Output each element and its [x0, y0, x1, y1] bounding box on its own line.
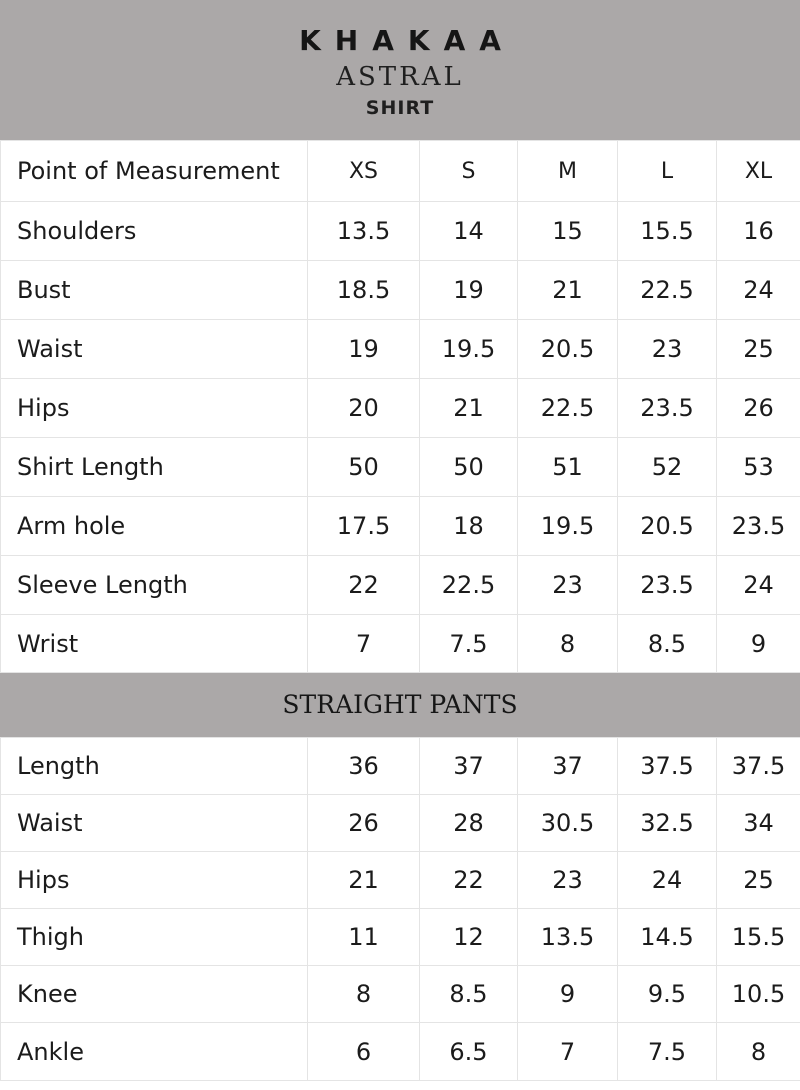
size-header-xl: XL — [717, 141, 800, 202]
measurement-header: Point of Measurement — [1, 141, 308, 202]
table-cell: 23 — [518, 556, 618, 615]
table-cell: 11 — [308, 909, 420, 966]
table-cell: 26 — [308, 795, 420, 852]
table-cell: 16 — [717, 202, 800, 261]
table-row — [1, 556, 800, 615]
table-cell: 8 — [308, 966, 420, 1023]
table-row — [1, 1023, 800, 1081]
table-row — [1, 852, 800, 909]
table-cell: 9 — [518, 966, 618, 1023]
table-row — [1, 320, 800, 379]
table-row — [1, 738, 800, 795]
size-header-s: S — [420, 141, 518, 202]
row-label: Hips — [1, 852, 308, 909]
table-cell: 15.5 — [717, 909, 800, 966]
table-cell: 7 — [518, 1023, 618, 1081]
row-label: Bust — [1, 261, 308, 320]
table-row — [1, 966, 800, 1023]
table-cell: 19 — [308, 320, 420, 379]
table-cell: 21 — [518, 261, 618, 320]
table-cell: 15 — [518, 202, 618, 261]
table-cell: 30.5 — [518, 795, 618, 852]
row-label: Waist — [1, 795, 308, 852]
table-cell: 18 — [420, 497, 518, 556]
row-label: Ankle — [1, 1023, 308, 1081]
table-cell: 37 — [420, 738, 518, 795]
table-cell: 37.5 — [618, 738, 717, 795]
size-header-m: M — [518, 141, 618, 202]
row-label: Shoulders — [1, 202, 308, 261]
table-cell: 22 — [420, 852, 518, 909]
row-label: Length — [1, 738, 308, 795]
table-cell: 19 — [420, 261, 518, 320]
table-row — [1, 261, 800, 320]
table-cell: 19.5 — [420, 320, 518, 379]
table-cell: 22.5 — [518, 379, 618, 438]
table-cell: 37 — [518, 738, 618, 795]
table-cell: 24 — [618, 852, 717, 909]
table-cell: 12 — [420, 909, 518, 966]
table-cell: 8 — [717, 1023, 800, 1081]
pants-size-table — [0, 737, 800, 1081]
table-cell: 53 — [717, 438, 800, 497]
row-label: Arm hole — [1, 497, 308, 556]
table-cell: 36 — [308, 738, 420, 795]
table-cell: 7.5 — [618, 1023, 717, 1081]
table-cell: 21 — [420, 379, 518, 438]
table-cell: 22.5 — [420, 556, 518, 615]
table-cell: 20.5 — [618, 497, 717, 556]
table-cell: 51 — [518, 438, 618, 497]
table-cell: 20.5 — [518, 320, 618, 379]
table-cell: 26 — [717, 379, 800, 438]
table-cell: 23.5 — [618, 556, 717, 615]
chart-header — [0, 0, 800, 140]
table-cell: 8.5 — [618, 615, 717, 673]
table-cell: 10.5 — [717, 966, 800, 1023]
table-row — [1, 615, 800, 673]
table-cell: 13.5 — [518, 909, 618, 966]
row-label: Sleeve Length — [1, 556, 308, 615]
table-cell: 22.5 — [618, 261, 717, 320]
row-label: Shirt Length — [1, 438, 308, 497]
size-header-xs: XS — [308, 141, 420, 202]
table-cell: 34 — [717, 795, 800, 852]
size-header-l: L — [618, 141, 717, 202]
table-cell: 19.5 — [518, 497, 618, 556]
table-cell: 6.5 — [420, 1023, 518, 1081]
table-header-row — [1, 141, 800, 202]
table-row — [1, 202, 800, 261]
table-row — [1, 379, 800, 438]
table-row — [1, 909, 800, 966]
table-cell: 7.5 — [420, 615, 518, 673]
table-cell: 25 — [717, 852, 800, 909]
table-cell: 25 — [717, 320, 800, 379]
table-cell: 9.5 — [618, 966, 717, 1023]
table-cell: 14.5 — [618, 909, 717, 966]
table-cell: 6 — [308, 1023, 420, 1081]
pants-section-title: STRAIGHT PANTS — [0, 673, 800, 737]
table-cell: 37.5 — [717, 738, 800, 795]
table-cell: 23.5 — [618, 379, 717, 438]
table-cell: 17.5 — [308, 497, 420, 556]
row-label: Waist — [1, 320, 308, 379]
table-cell: 24 — [717, 556, 800, 615]
table-cell: 18.5 — [308, 261, 420, 320]
table-cell: 23 — [518, 852, 618, 909]
table-cell: 50 — [420, 438, 518, 497]
table-cell: 13.5 — [308, 202, 420, 261]
row-label: Thigh — [1, 909, 308, 966]
row-label: Wrist — [1, 615, 308, 673]
table-cell: 8.5 — [420, 966, 518, 1023]
table-cell: 32.5 — [618, 795, 717, 852]
garment-title: SHIRT — [365, 97, 435, 119]
table-cell: 20 — [308, 379, 420, 438]
table-cell: 21 — [308, 852, 420, 909]
collection-name: ASTRAL — [336, 62, 464, 92]
table-cell: 23.5 — [717, 497, 800, 556]
table-cell: 8 — [518, 615, 618, 673]
table-cell: 52 — [618, 438, 717, 497]
table-cell: 9 — [717, 615, 800, 673]
table-cell: 28 — [420, 795, 518, 852]
table-cell: 7 — [308, 615, 420, 673]
table-row — [1, 795, 800, 852]
table-cell: 23 — [618, 320, 717, 379]
table-cell: 24 — [717, 261, 800, 320]
table-cell: 14 — [420, 202, 518, 261]
table-cell: 15.5 — [618, 202, 717, 261]
table-cell: 22 — [308, 556, 420, 615]
shirt-size-table — [0, 140, 800, 673]
table-cell: 50 — [308, 438, 420, 497]
brand-logo: KHAKAA — [299, 24, 515, 57]
row-label: Knee — [1, 966, 308, 1023]
table-row — [1, 438, 800, 497]
table-row — [1, 497, 800, 556]
row-label: Hips — [1, 379, 308, 438]
